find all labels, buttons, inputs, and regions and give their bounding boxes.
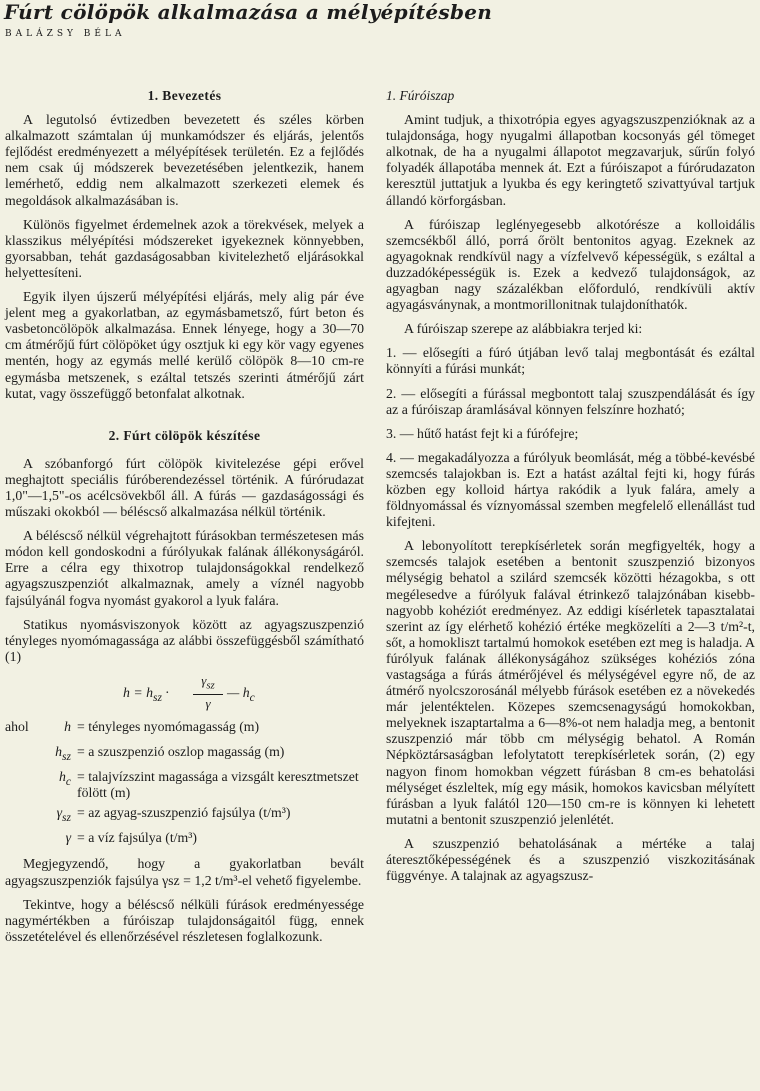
section-2-heading: 2. Fúrt cölöpök készítése xyxy=(108,427,261,443)
paragraph: Statikus nyomásviszonyok között az agyagszuszpenzió tényleges nyomómagassága az alábbi összefüggésből számítható (1) xyxy=(5,616,364,664)
formula-fraction xyxy=(193,673,223,712)
paragraph: Megjegyzendő, hogy a gyakorlatban bevált agyagszuszpenziók fajsúlya γsz = 1,2 t/m³-el vehető figyelembe. xyxy=(5,856,364,888)
symbol-definitions xyxy=(5,719,364,851)
pressure-height-formula xyxy=(5,673,364,713)
paragraph: Egyik ilyen újszerű mélyépítési eljárás, mely alig pár éve jelent meg a gyakorlatban, az egymásbametsző, fúrt beton és vasbetoncölöpök alkalmazása. Ennek lényege, hogy a 30—70 cm átmérőjű fúrt cölöpöket úgy osztjuk ki egy kör vagy egyenes mentén, hogy az egymás mellé kerülő cölöpök 8—10 cm-re egymásba metszenek, s ezáltal tetszés szerinti átmérőjű zárt kutat, vagy összefüggő betonfalat alkotnak. xyxy=(5,289,364,401)
article-title: Fúrt cölöpök alkalmazása a mélyépítésben xyxy=(4,0,493,24)
right-column xyxy=(386,88,755,892)
formula-rhs: — $h_c$ xyxy=(227,684,255,704)
definition-row: $h_{sz}$ = a szuszpenzió oszlop magasság (m) xyxy=(55,743,285,763)
list-item: 1. — elősegíti a fúró útjában levő talaj megbontását és ezáltal könnyíti a fúrási munkát; xyxy=(386,345,755,377)
list-item: 3. — hűtő hatást fejt ki a fúrófejre; xyxy=(386,425,579,441)
paragraph: A szóbanforgó fúrt cölöpök kivitelezése gépi erővel meghajtott speciális fúróberendezéssel történik. A fúrórudazat 1,0"—1,5"-os acélcsövekből áll. A fúrás — gazdaságossági és műszaki okokból — béléscső alkalmazása nélkül történik. xyxy=(5,455,364,520)
paragraph: Amint tudjuk, a thixotrópia egyes agyagszuszpenzióknak az a tulajdonsága, hogy nyugalmi állapotban kocsonyás gél tömeget alkotnak, de ha a nyugalmi állapotot megzavarjuk, sűrűn folyó folyadék állapotába mennek át. Ezt a fúróiszapot a fúrórudazaton keresztül juttatjuk a lyukba és egy keringtető szivattyúval tartjuk állandó körforgásban. xyxy=(386,112,755,208)
author-name: BALÁZSY BÉLA xyxy=(5,29,126,39)
left-column xyxy=(5,88,364,953)
definition-row: $h_c$ = talajvízszint magassága a vizsgált keresztmetszet fölött (m) xyxy=(58,768,359,800)
formula-lhs: $h = h_{sz}$ · xyxy=(123,684,169,704)
definition-row: ahol h = tényleges nyomómagasság (m) xyxy=(5,718,260,734)
paragraph: A lebonyolított terepkísérletek során megfigyelték, hogy a szemcsés talajok esetében a bentonit szuszpenzió bizonyos mélységig behatol a szilárd szemcsék közötti hézagokba, s ott megélesedve a fúrólyuk falával étrinkező talajzónában kisebb-nagyobb kohéziót eredményez. Az eddigi kísérletek tapasztalatai szerint az így elérhető kohézió értéke megközelíti a 2—3 t/m²-t, sőt, a homokliszt tartalmú homokok esetében ezt meg is haladja. A fúrólyuk falának állékonyságához szükséges kohéziós zóna vastagsága a fúrás átmérőjével és mélységével egyre nő, de az átmérő nyolcszorosánál mélyebb fúrások esetében ez a növekedés már jelentéktelen. Közepes szemcsenagyságú homokokban, melyeknek iszaptartalma a 6—8%-ot nem haladja meg, a bentonit szuszpenzió már több cm mélységig behatol. A Román Népköztársaságban lefolytatott terepkísérletek során, (2) egy nagyon finom homokban végzett fúrásban 8 cm-es behatolási mélységet észleltek, míg egy másik, homokos kavicsban mélyített fúrásban a lyuk falától 120—150 cm-re is könnyen ki lehetett mutatni a bentonit szuszpenzió jelenlétét. xyxy=(386,538,755,827)
paragraph: A legutolsó évtizedben bevezetett és széles körben alkalmazott számtalan új munkamódszer és eljárás, jelentős fejlődést eredményezett a mélyépítések területén. Ez a fejlődés nem csak új módszerek bevezetésében jelentkezik, hanem lemérhető, eddig nem alkalmazott szerkezeti elemek és megoldások alkalmazásában is. xyxy=(5,112,364,208)
section-1-heading: 1. Bevezetés xyxy=(147,88,222,103)
paragraph: Különös figyelmet érdemelnek azok a törekvések, melyek a klasszikus mélyépítési módszereket igyekeznek könnyebben, gyorsabban, tehát gazdaságosabban kivitelezhető eljárásokkal helyettesíteni. xyxy=(5,216,364,280)
definition-row: γ = a víz fajsúlya (t/m³) xyxy=(65,829,197,845)
list-item: 2. — elősegíti a fúrással megbontott talaj szuszpendálását és így az a fúróiszap áramlásával könnyen felszínre hozható; xyxy=(386,385,755,417)
subsection-heading: 1. Fúróiszap xyxy=(386,88,455,103)
paragraph: A szuszpenzió behatolásának a mértéke a talaj áteresztőképességének és a szuszpenzió viszkozitásának függvénye. A talajnak az agyagszusz- xyxy=(386,835,755,884)
definition-row: $\gamma_{sz}$ = az agyag-szuszpenzió fajsúlya (t/m³) xyxy=(56,804,291,824)
formula-denominator: γ xyxy=(205,695,211,711)
list-item: 4. — megakadályozza a fúrólyuk beomlását, még a többé-kevésbé szemcsés talajokban is. Ezt a hatást azáltal fejti ki, hogy fúrás közben egy kolloid hártya rakódik a lyuk falára, amely a földnyomással és víznyomással szemben megfelelő ellenállást tud kifejteni. xyxy=(386,449,755,530)
paragraph: A fúróiszap szerepe az alábbiakra terjed ki: xyxy=(404,321,643,337)
paragraph: A béléscső nélkül végrehajtott fúrásokban természetesen más módon kell gondoskodni a fúrólyukak falának állékonyságáról. Erre a célra egy thixotrop tulajdonságokkal rendelkező agyagszuszpenziót alkalmaznak, amely a víznél nagyobb fajsúlyánál fogva nyomást gyakorol a lyuk falára. xyxy=(5,528,364,608)
formula-numerator: $\gamma_{sz}$ xyxy=(193,673,223,695)
paragraph: A fúróiszap leglényegesebb alkotórésze a kolloidális szemcsékből álló, porrá őrölt bentonitos agyag. Ezeknek az agyagoknak rendkívül nagy a vízfelvevő képességük, s ezáltal a duzzadóképességük is. Ezek a kedvező tulajdonságok, az agyagban nagy százalékban előforduló, rendkívüli aktív agyagásványnak, a montmorillonitnak tulajdoníthatók. xyxy=(386,216,755,313)
paragraph: Tekintve, hogy a béléscső nélküli fúrások eredményessége nagymértékben a fúróiszap tulajdonságaitól függ, ennek összetételével és ellenőrzésével részletesen foglalkozunk. xyxy=(5,896,364,944)
